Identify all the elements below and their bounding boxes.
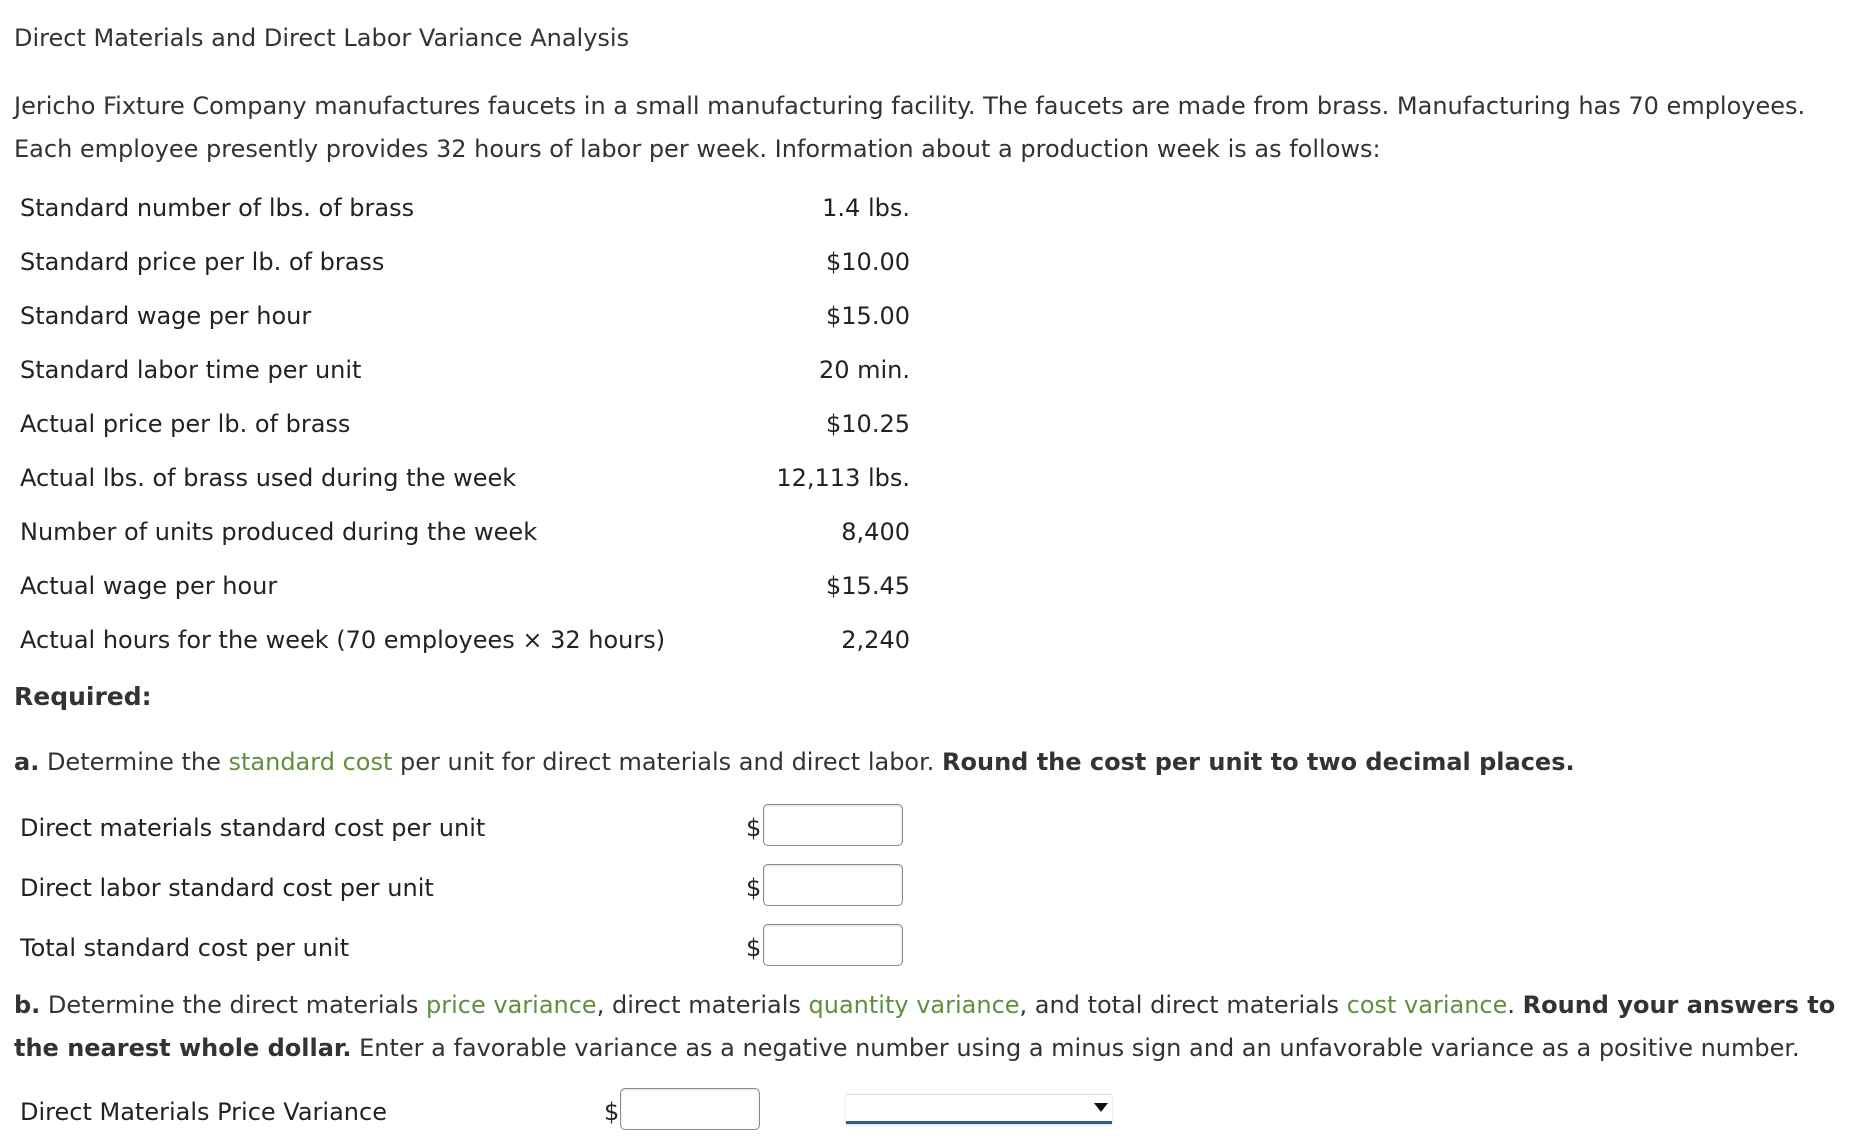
part-b-text-4: . xyxy=(1507,991,1523,1019)
part-b-letter: b. xyxy=(14,991,41,1019)
info-label: Actual lbs. of brass used during the week xyxy=(20,464,517,492)
info-value: 1.4 lbs. xyxy=(822,194,910,222)
price-variance-input[interactable] xyxy=(620,1088,760,1130)
info-label: Standard number of lbs. of brass xyxy=(20,194,415,222)
part-b-text-2: , direct materials xyxy=(596,991,809,1019)
dollar-sign: $ xyxy=(746,814,762,842)
row-label: Direct labor standard cost per unit xyxy=(20,874,434,902)
direct-materials-price-variance-row xyxy=(20,1088,920,1136)
info-label: Number of units produced during the week xyxy=(20,518,538,546)
row-label: Total standard cost per unit xyxy=(20,934,350,962)
direct-materials-standard-cost-input[interactable] xyxy=(763,804,903,846)
info-row xyxy=(20,194,910,234)
row-label: Direct Materials Price Variance xyxy=(20,1098,387,1126)
info-row xyxy=(20,518,910,558)
info-value: 2,240 xyxy=(841,626,910,654)
part-b-text-1: Determine the direct materials xyxy=(40,991,427,1019)
quantity-variance-term-link[interactable]: quantity variance xyxy=(808,991,1020,1019)
page-title: Direct Materials and Direct Labor Variance Analysis xyxy=(14,24,630,52)
info-value: 8,400 xyxy=(841,518,910,546)
total-standard-cost-input[interactable] xyxy=(763,924,903,966)
row-label: Direct materials standard cost per unit xyxy=(20,814,486,842)
direct-labor-standard-cost-input[interactable] xyxy=(763,864,903,906)
info-label: Standard price per lb. of brass xyxy=(20,248,385,276)
price-variance-term-link[interactable]: price variance xyxy=(426,991,597,1019)
info-label: Standard labor time per unit xyxy=(20,356,362,384)
part-a-instructions xyxy=(14,741,1575,784)
info-row xyxy=(20,356,910,396)
dollar-sign: $ xyxy=(746,874,762,902)
chevron-down-icon xyxy=(1094,1103,1108,1112)
info-value: $15.45 xyxy=(826,572,910,600)
intro-paragraph: Jericho Fixture Company manufactures faucets in a small manufacturing facility. The faucets are made from brass. Manufacturing has 70 employees. Each employee presently provides 32 hours of labor per week. Information about a production week is as follows: xyxy=(14,92,1806,163)
info-label: Actual price per lb. of brass xyxy=(20,410,351,438)
dollar-sign: $ xyxy=(746,934,762,962)
info-value: 12,113 lbs. xyxy=(776,464,910,492)
info-row xyxy=(20,302,910,342)
direct-materials-standard-cost-row xyxy=(20,804,920,852)
info-row xyxy=(20,410,910,450)
cost-variance-term-link[interactable]: cost variance xyxy=(1346,991,1508,1019)
info-value: $15.00 xyxy=(826,302,910,330)
part-b-instructions xyxy=(14,984,1844,1070)
part-b-rounding-note: Round your answers to the nearest whole dollar. xyxy=(14,991,1836,1062)
info-value: $10.00 xyxy=(826,248,910,276)
info-value: 20 min. xyxy=(818,356,910,384)
required-heading: Required: xyxy=(14,682,152,711)
info-label: Actual wage per hour xyxy=(20,572,278,600)
info-value: $10.25 xyxy=(826,410,910,438)
standard-cost-term-link[interactable]: standard cost xyxy=(228,748,393,776)
part-b-text-5: Enter a favorable variance as a negative number using a minus sign and an unfavorable variance as a positive number. xyxy=(351,1034,1800,1062)
info-row xyxy=(20,464,910,504)
dollar-sign: $ xyxy=(604,1098,620,1126)
part-b-text-3: , and total direct materials xyxy=(1019,991,1347,1019)
info-label: Standard wage per hour xyxy=(20,302,312,330)
part-a-text-2: per unit for direct materials and direct labor. xyxy=(392,748,943,776)
info-row xyxy=(20,572,910,612)
direct-labor-standard-cost-row xyxy=(20,864,920,912)
price-variance-select[interactable] xyxy=(846,1094,1112,1124)
info-row xyxy=(20,248,910,288)
total-standard-cost-row xyxy=(20,924,920,972)
part-a-text-1: Determine the xyxy=(39,748,229,776)
info-label: Actual hours for the week (70 employees × 32 hours) xyxy=(20,626,666,654)
part-a-letter: a. xyxy=(14,748,40,776)
part-a-rounding-note: Round the cost per unit to two decimal places. xyxy=(942,748,1575,776)
info-row xyxy=(20,626,910,666)
